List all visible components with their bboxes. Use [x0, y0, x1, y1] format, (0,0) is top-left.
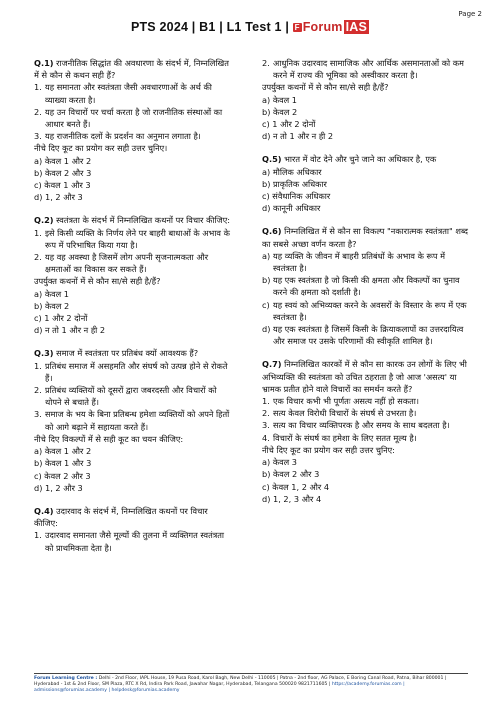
statement-text: यह एक स्वतंत्रता है जो किसी की क्षमता और विकल्पों का चुनाव करने की क्षमता को दर्शाती है।: [273, 275, 460, 298]
brand-suffix: IAS: [345, 20, 368, 34]
question-stem: [262, 153, 470, 165]
statement-number: c): [262, 299, 270, 310]
question-instruction: उपर्युक्त कथनों में से कौन सा/से सही है/हैं?: [262, 82, 389, 93]
answer-option: a) केवल 1 और 2: [34, 446, 92, 457]
question-block: [262, 57, 470, 142]
question-number: Q.3): [34, 348, 54, 359]
statement-number: d): [262, 324, 271, 335]
answer-option: d) 1, 2 और 3: [34, 482, 83, 493]
footer: [34, 676, 468, 695]
statement-text: प्रतिबंध समाज में असहमति और संघर्ष को उत्पन्न होने से रोकते हैं।: [45, 360, 228, 383]
answer-option: a) मौलिक अधिकार: [262, 166, 322, 177]
answer-option: b) केवल 1 और 3: [34, 458, 92, 469]
statement-text: सत्य का विचार व्यक्तिपरक है और समय के साथ बदलता है।: [273, 420, 450, 431]
question-block: [34, 57, 232, 203]
statement: [34, 251, 232, 275]
statement: [262, 407, 470, 419]
statement-text: यह स्वयं को अभिव्यक्त करने के अवसरों के विस्तार के रूप में एक स्वतंत्रता है।: [273, 299, 467, 322]
question-block: [262, 225, 470, 347]
question-block: [262, 358, 470, 504]
statement: [262, 419, 470, 431]
statement-number: 1.: [34, 360, 42, 371]
question-text: स्वतंत्रता के संदर्भ में निम्नलिखित कथनों पर विचार कीजिए:: [56, 215, 231, 226]
answer-option: b) केवल 2: [34, 300, 70, 311]
statement-text: यह राजनीतिक दलों के प्रदर्शन का अनुमान लगाता है।: [45, 131, 201, 142]
answer-option: d) न तो 1 और न ही 2: [34, 325, 106, 336]
question-stem: [262, 358, 470, 395]
question-number: Q.1): [34, 58, 54, 68]
footer-phone: 9821711605 |: [298, 682, 331, 688]
question-text: समाज में स्वतंत्रता पर प्रतिबंध क्यों आवश्यक हैं?: [56, 348, 199, 359]
answer-option: a) केवल 1 और 2: [34, 155, 92, 166]
answer-option: d) न तो 1 और न ही 2: [262, 131, 334, 142]
statement: [262, 299, 470, 323]
question-block: [34, 347, 232, 493]
statement-text: विचारों के संघर्ष का हमेशा के लिए सतत मूल्य है।: [273, 432, 417, 443]
brand-name: Forum: [302, 20, 343, 34]
footer-links: https://academy.forumias.com | admissions@forumias.academy | helpdesk@forumias.academy: [34, 682, 405, 694]
statement-text: यह एक स्वतंत्रता है जिसमें किसी के क्रियाकलापों का उत्तरदायित्व और समाज पर उसके परिणामों की स्वीकृति शामिल है।: [273, 324, 464, 347]
statement: [34, 81, 232, 105]
answer-option: c) 1 और 2 दोनों: [262, 119, 316, 130]
statement-text: यह वह अवस्था है जिसमें लोग अपनी सृजनात्मकता और क्षमताओं का विकास कर सकते हैं।: [45, 252, 209, 275]
question-text: उदारवाद के संदर्भ में, निम्नलिखित कथनों पर विचार कीजिए:: [34, 505, 208, 529]
statement: [34, 529, 232, 553]
statement: [34, 384, 232, 408]
question-stem: [34, 347, 232, 359]
statement: [262, 274, 470, 298]
statement: [262, 323, 470, 347]
statement-number: b): [262, 275, 271, 286]
statement-number: 2.: [34, 385, 42, 396]
question-number: Q.7): [262, 359, 282, 370]
question-number: Q.4): [34, 505, 54, 516]
statement-number: 2.: [34, 252, 42, 263]
question-text: निम्नलिखित में से कौन सा विकल्प "नकारात्मक स्वतंत्रता" शब्द का सबसे अच्छा वर्णन करता है?: [262, 226, 469, 249]
statement: [34, 227, 232, 251]
answer-option: b) केवल 2: [262, 106, 298, 117]
statement-number: 1.: [34, 530, 42, 541]
statement-number: 4.: [262, 432, 270, 443]
question-block: [34, 214, 232, 336]
question-stem: [262, 225, 470, 249]
footer-divider: [34, 673, 468, 674]
question-stem: [34, 57, 232, 81]
answer-option: c) संवैधानिक अधिकार: [262, 191, 331, 202]
left-column: [34, 57, 232, 565]
answer-option: c) केवल 1 और 3: [34, 180, 91, 191]
page-number: Page 2: [458, 10, 482, 18]
answer-option: b) केवल 2 और 3: [262, 469, 320, 480]
statement-number: 3.: [262, 420, 270, 431]
answer-option: a) केवल 1: [34, 288, 70, 299]
test-header: [0, 20, 500, 34]
statement: [262, 57, 470, 81]
statement: [34, 408, 232, 432]
answer-option: b) केवल 2 और 3: [34, 167, 92, 178]
question-block: [262, 153, 470, 214]
footer-address: Delhi - 2nd Floor, IAPL House, 19 Pusa Road, Karol Bagh, New Delhi - 110005 | Patna - 2nd floor, AG Palace, E Boring Canal Road, Patna, Bihar 800001 | Hyderabad - 1st & 2nd Floor, SM Plaza, RTC X Rd, Indira Park Road, Jawahar Nagar, Hyderabad, Telangana 500020: [34, 676, 447, 688]
test-title: PTS 2024 | B1 | L1 Test 1 |: [130, 20, 290, 34]
question-instruction: नीचे दिए विकल्पों में से सही कूट का चयन कीजिए:: [34, 433, 184, 444]
answer-option: b) प्राकृतिक अधिकार: [262, 178, 327, 189]
question-number: Q.6): [262, 226, 282, 237]
statement-text: यह उन विचारों पर चर्चा करता है जो राजनीतिक संस्थाओं का आधार बनते हैं।: [45, 106, 223, 130]
answer-option: c) केवल 2 और 3: [34, 470, 91, 481]
statement-text: आधुनिक उदारवाद सामाजिक और आर्थिक असमानताओं को कम करने में राज्य की भूमिका को अस्वीकार करता है।: [273, 58, 464, 81]
statement: [34, 106, 232, 130]
statement-number: 1.: [262, 396, 270, 407]
question-number: Q.2): [34, 215, 54, 226]
statement: [34, 130, 232, 142]
answer-option: d) 1, 2 और 3: [34, 192, 83, 203]
question-stem: [34, 505, 232, 529]
statement: [262, 250, 470, 274]
answer-option: a) केवल 3: [262, 457, 298, 468]
statement-text: सत्य केवल विरोधी विचारों के संघर्ष से उभरता है।: [273, 408, 417, 419]
statement-number: 3.: [34, 409, 42, 420]
statement-text: इसे किसी व्यक्ति के निर्णय लेने पर बाहरी बाधाओं के अभाव के रूप में परिभाषित किया गया है।: [45, 227, 230, 250]
statement: [262, 432, 470, 444]
question-stem: [34, 214, 232, 226]
question-text: भारत में वोट देने और चुने जाने का अधिकार है, एक: [284, 154, 437, 165]
question-text: राजनीतिक सिद्धांत की अवधारणा के संदर्भ में, निम्नलिखित में से कौन से कथन सही हैं?: [34, 58, 229, 81]
statement-text: उदारवाद समानता जैसे मूल्यों की तुलना में व्यक्तिगत स्वतंत्रता को प्राथमिकता देता है।: [45, 530, 225, 553]
question-text: निम्नलिखित कारकों में से कौन सा कारक उन लोगों के लिए भी अभिव्यक्ति की स्वतंत्रता को उचित ठहराता है जो आज 'असत्य' या भ्रामक प्रतीत होने वाले विचारों का समर्थन करते हैं?: [262, 359, 467, 394]
statement-text: प्रतिबंध व्यक्तियों को दूसरों द्वारा जबरदस्ती और विचारों को थोपने से बचाते हैं।: [45, 385, 217, 408]
statement-number: 2.: [262, 408, 270, 419]
statement-text: एक विचार कभी भी पूर्णतः असत्य नहीं हो सकता।: [273, 396, 420, 407]
question-instruction: नीचे दिए कूट का प्रयोग कर सही उत्तर चुनिए।: [34, 143, 168, 154]
statement-text: यह व्यक्ति के जीवन में बाहरी प्रतिबंधों के अभाव के रूप में स्वतंत्रता है।: [273, 250, 445, 274]
statement-text: यह समानता और स्वतंत्रता जैसी अवधारणाओं के अर्थ की व्याख्या करता है।: [45, 82, 212, 105]
question-instruction: उपर्युक्त कथनों में से कौन सा/से सही है/हैं?: [34, 276, 161, 287]
statement: [34, 360, 232, 384]
answer-option: d) 1, 2, 3 और 4: [262, 493, 322, 504]
footer-brand: Forum Learning Centre :: [34, 676, 98, 681]
answer-option: c) 1 और 2 दोनों: [34, 313, 88, 324]
answer-option: a) केवल 1: [262, 94, 298, 105]
question-instruction: नीचे दिए कूट का प्रयोग कर सही उत्तर चुनिए:: [262, 444, 395, 455]
statement-text: समाज के भय के बिना प्रतिबन्ध हमेशा व्यक्तियों को अपने हितों को आगे बढ़ाने में सहायता करते हैं।: [45, 409, 230, 432]
answer-option: d) कानूनी अधिकार: [262, 203, 321, 214]
statement-number: 1.: [34, 82, 42, 93]
statement-number: 3.: [34, 131, 42, 142]
forum-logo-icon: F: [294, 23, 300, 32]
statement: [262, 395, 470, 407]
answer-option: c) केवल 1, 2 और 4: [262, 481, 330, 492]
statement-number: 2.: [34, 106, 42, 117]
right-column: [262, 57, 470, 516]
statement-number: 1.: [34, 227, 42, 238]
question-block: [34, 505, 232, 554]
statement-number: 2.: [262, 58, 270, 68]
question-number: Q.5): [262, 154, 282, 165]
statement-number: a): [262, 250, 271, 261]
